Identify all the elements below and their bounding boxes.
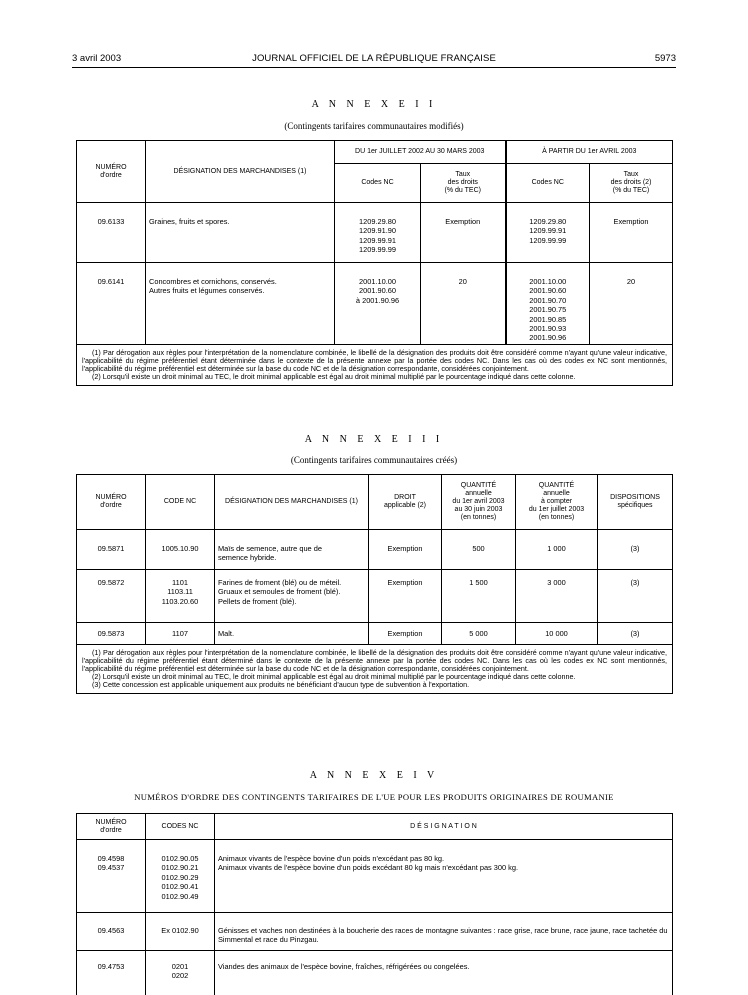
a3-row1-disp: (3)	[598, 530, 673, 570]
annex2-table	[76, 140, 673, 386]
annex2-title: A N N E X E I I	[311, 99, 437, 110]
a2-row1-taux2: Exemption	[590, 203, 673, 263]
table-row	[77, 263, 673, 345]
a2-row1-codes2: 1209.29.80 1209.99.91 1209.99.99	[506, 203, 590, 263]
a3-row3-code: 1107	[146, 623, 215, 645]
a4-row1-desig: Animaux vivants de l'espèce bovine d'un poids n'excédant pas 80 kg. Animaux vivants de l'espèce bovine d'un poids excédant 80 kg mais n'excédant pas 300 kg.	[215, 840, 673, 913]
a3-header-num: NUMÉRO d'ordre	[77, 475, 146, 530]
header-page-number: 5973	[654, 53, 676, 64]
a3-header-q2: QUANTITÉ annuelle à compter du 1er juillet 2003 (en tonnes)	[516, 475, 598, 530]
table-row	[77, 840, 673, 913]
a4-row2-codes: Ex 0102.90	[146, 913, 215, 951]
a2-header-taux2: Taux des droits (2) (% du TEC)	[590, 164, 673, 203]
a3-footnote-1: (1) Par dérogation aux règles pour l'interprétation de la nomenclature combinée, le libellé de la désignation des produits doit être considéré comme n'ayant qu'une valeur indicative, l'applicabilité du régime préférentiel étant déterminé dans le contexte de la présente annexe par la portée des codes NC. Dans les cas où les codes ex NC sont mentionnés, l'applicabilité du régime préférentiel est déterminée sur la base du code NC et de la désignation correspondante, considérées conjointement.	[82, 648, 667, 674]
a3-row2-q1: 1 500	[442, 570, 516, 623]
a4-row3-codes: 0201 0202	[146, 951, 215, 995]
table-row	[77, 203, 673, 263]
a2-header-taux1: Taux des droits (% du TEC)	[421, 164, 506, 203]
a2-footnote-2: (2) Lorsqu'il existe un droit minimal au TEC, le droit minimal applicable est égal au droit minimal multiplié par le pourcentage indiqué dans cette colonne.	[92, 372, 576, 382]
annex3-table	[76, 474, 673, 694]
annex4-table	[76, 813, 673, 995]
a2-header-period2: À PARTIR DU 1er AVRIL 2003	[506, 141, 673, 164]
a2-row1-desig: Graines, fruits et spores.	[146, 203, 335, 263]
a3-header-code: CODE NC	[146, 475, 215, 530]
header-date: 3 avril 2003	[72, 53, 122, 64]
a3-row3-num: 09.5873	[77, 623, 146, 645]
page-header	[72, 53, 676, 67]
a3-row1-q1: 500	[442, 530, 516, 570]
a4-row2-desig: Génisses et vaches non destinées à la boucherie des races de montagne suivantes : race grise, race brune, race jaune, race tachetée du Simmental et race du Pinzgau.	[215, 913, 673, 951]
a3-row3-disp: (3)	[598, 623, 673, 645]
a3-row1-droit: Exemption	[369, 530, 442, 570]
table-row	[77, 530, 673, 570]
a3-row1-desig: Maïs de semence, autre que de semence hybride.	[215, 530, 369, 570]
a4-header-codes: CODES NC	[146, 814, 215, 840]
a3-row2-droit: Exemption	[369, 570, 442, 623]
a3-row2-disp: (3)	[598, 570, 673, 623]
a3-row2-q2: 3 000	[516, 570, 598, 623]
a3-row3-q1: 5 000	[442, 623, 516, 645]
a2-header-period1: DU 1er JUILLET 2002 AU 30 MARS 2003	[335, 141, 506, 164]
a4-row1-codes: 0102.90.05 0102.90.21 0102.90.29 0102.90.41 0102.90.49	[146, 840, 215, 913]
a4-row2-num: 09.4563	[77, 913, 146, 951]
annex2-subtitle: (Contingents tarifaires communautaires modifiés)	[284, 121, 464, 131]
a3-footnote-3: (3) Cette concession est applicable uniquement aux produits ne bénéficiant d'aucun type de subvention à l'exportation.	[92, 680, 470, 690]
a2-header-num: NUMÉRO d'ordre	[77, 141, 146, 203]
a2-footnotes	[77, 345, 673, 386]
a3-header-q1: QUANTITÉ annuelle du 1er avril 2003 au 30 juin 2003 (en tonnes)	[442, 475, 516, 530]
table-row	[77, 913, 673, 951]
a3-header-desig: DÉSIGNATION DES MARCHANDISES (1)	[215, 475, 369, 530]
a3-row2-code: 1101 1103.11 1103.20.60	[146, 570, 215, 623]
a4-header-num: NUMÉRO d'ordre	[77, 814, 146, 840]
a2-header-desig: DÉSIGNATION DES MARCHANDISES (1)	[146, 141, 335, 203]
a4-row3-num: 09.4753	[77, 951, 146, 995]
a3-header-droit: DROIT applicable (2)	[369, 475, 442, 530]
a2-row2-codes1: 2001.10.00 2001.90.60 à 2001.90.96	[335, 263, 421, 345]
a2-footnote-1: (1) Par dérogation aux règles pour l'interprétation de la nomenclature combinée, le libellé de la désignation des produits doit être considéré comme n'ayant qu'une valeur indicative, l'applicabilité du régime préférentiel étant déterminée dans le contexte de la présente annexe par la portée des codes NC. Dans les cas où des codes ex NC sont mentionnés, l'applicabilité du régime préférentiel est déterminée sur la base du code NC et de la désignation correspondante, considérées conjointement.	[82, 348, 667, 374]
a4-row3-desig: Viandes des animaux de l'espèce bovine, fraîches, réfrigérées ou congelées.	[215, 951, 673, 995]
table-row	[77, 570, 673, 623]
a2-row1-codes1: 1209.29.80 1209.91.90 1209.99.91 1209.99.99	[335, 203, 421, 263]
header-journal-title: JOURNAL OFFICIEL DE LA RÉPUBLIQUE FRANÇAISE	[252, 53, 496, 64]
annex4-subtitle: NUMÉROS D'ORDRE DES CONTINGENTS TARIFAIRES DE L'UE POUR LES PRODUITS ORIGINAIRES DE ROUMANIE	[134, 792, 614, 802]
annex3-subtitle: (Contingents tarifaires communautaires créés)	[290, 455, 458, 465]
a2-header-codes1: Codes NC	[335, 164, 421, 203]
a3-header-disp: DISPOSITIONS spécifiques	[598, 475, 673, 530]
a3-row1-num: 09.5871	[77, 530, 146, 570]
a2-row2-desig: Concombres et cornichons, conservés. Autres fruits et légumes conservés.	[146, 263, 335, 345]
annex3-title: A N N E X E I I I	[304, 434, 444, 445]
a4-row1-num: 09.4598 09.4537	[77, 840, 146, 913]
a2-row1-taux1: Exemption	[421, 203, 506, 263]
a3-footnotes	[77, 645, 673, 694]
a2-row2-taux2: 20	[590, 263, 673, 345]
a3-footnote-2: (2) Lorsqu'il existe un droit minimal au TEC, le droit minimal applicable est égal au droit minimal multiplié par le pourcentage indiqué dans cette colonne.	[92, 672, 576, 682]
table-row	[77, 951, 673, 995]
table-row	[77, 623, 673, 645]
a2-row1-num: 09.6133	[77, 203, 146, 263]
a4-header-desig: D É S I G N A T I O N	[215, 814, 673, 840]
header-rule	[72, 67, 676, 68]
a3-row3-desig: Malt.	[215, 623, 369, 645]
a2-row2-codes2: 2001.10.00 2001.90.60 2001.90.70 2001.90.75 2001.90.85 2001.90.93 2001.90.96	[506, 263, 590, 345]
a2-header-codes2: Codes NC	[506, 164, 590, 203]
a3-row2-desig: Farines de froment (blé) ou de méteil. Gruaux et semoules de froment (blé). Pellets de froment (blé).	[215, 570, 369, 623]
a3-row1-q2: 1 000	[516, 530, 598, 570]
a3-row3-q2: 10 000	[516, 623, 598, 645]
annex4-title: A N N E X E I V	[309, 770, 439, 781]
a2-row2-taux1: 20	[421, 263, 506, 345]
a3-row3-droit: Exemption	[369, 623, 442, 645]
a3-row2-num: 09.5872	[77, 570, 146, 623]
a2-row2-num: 09.6141	[77, 263, 146, 345]
a3-row1-code: 1005.10.90	[146, 530, 215, 570]
